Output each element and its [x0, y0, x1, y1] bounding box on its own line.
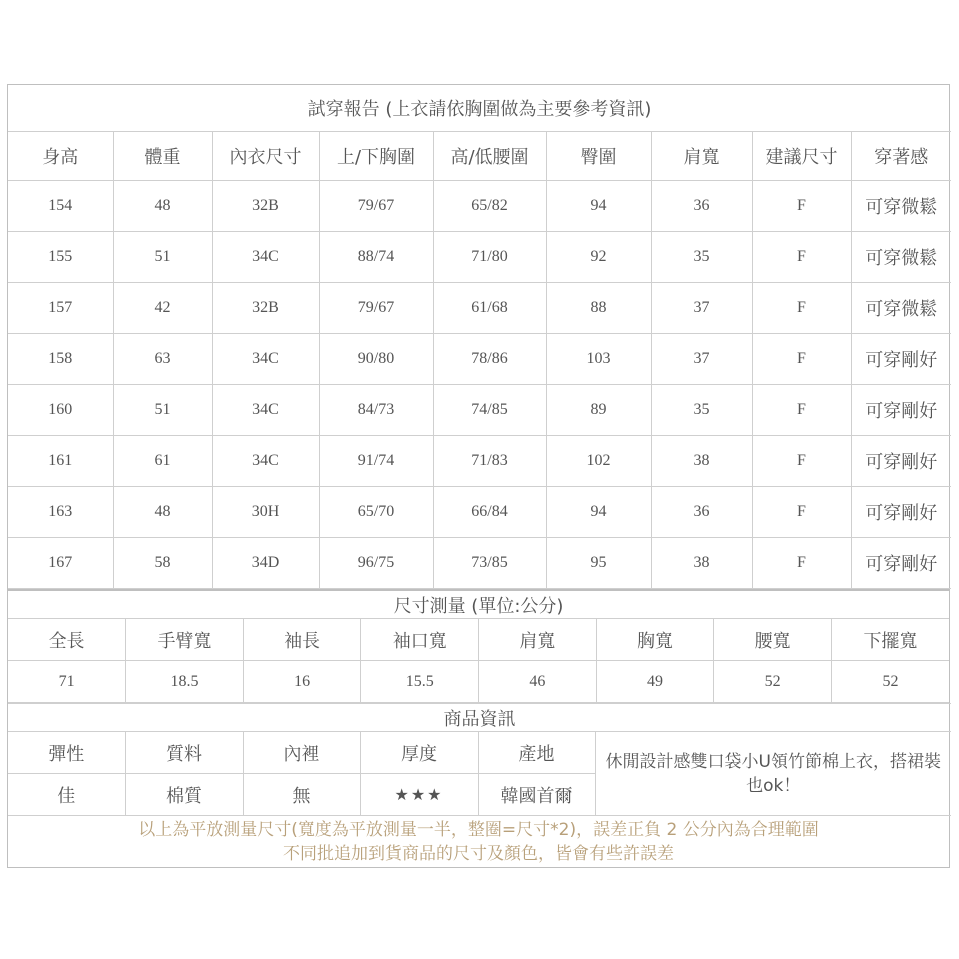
size-header-cell: 下擺寬 [831, 619, 949, 661]
product-header-cell: 內裡 [243, 732, 360, 774]
product-value-cell: 韓國首爾 [478, 774, 595, 816]
size-value-cell: 52 [831, 661, 949, 703]
trial-cell: F [752, 385, 851, 436]
trial-cell: 37 [651, 283, 752, 334]
trial-cell: 157 [8, 283, 113, 334]
trial-cell: 48 [113, 487, 212, 538]
trial-cell: 79/67 [319, 283, 433, 334]
trial-cell: 35 [651, 385, 752, 436]
product-info-title: 商品資訊 [8, 704, 951, 732]
product-header-cell: 產地 [478, 732, 595, 774]
trial-cell: 58 [113, 538, 212, 589]
measurement-note-line-1: 以上為平放測量尺寸(寬度為平放測量一半，整圈=尺寸*2)，誤差正負 2 公分內為合理範圍 [138, 820, 819, 840]
trial-cell: 36 [651, 487, 752, 538]
trial-cell: 94 [546, 181, 651, 232]
trial-cell: 61 [113, 436, 212, 487]
trial-header-cell: 穿著感 [851, 132, 951, 181]
size-chart-sheet [7, 84, 950, 868]
trial-header-cell: 高/低腰圍 [433, 132, 546, 181]
size-measurement-table [8, 589, 949, 703]
trial-cell: 88 [546, 283, 651, 334]
trial-cell: F [752, 283, 851, 334]
size-header-cell: 全長 [8, 619, 126, 661]
trial-cell: 36 [651, 181, 752, 232]
trial-cell: 可穿剛好 [851, 538, 951, 589]
product-description: 休閒設計感雙口袋小U領竹節棉上衣，搭裙裝也ok！ [595, 732, 951, 816]
trial-cell: 61/68 [433, 283, 546, 334]
trial-header-cell: 上/下胸圍 [319, 132, 433, 181]
trial-header-cell: 臀圍 [546, 132, 651, 181]
trial-cell: 94 [546, 487, 651, 538]
trial-header-cell: 建議尺寸 [752, 132, 851, 181]
trial-cell: 可穿微鬆 [851, 232, 951, 283]
size-header-cell: 袖口寬 [361, 619, 479, 661]
trial-cell: 可穿微鬆 [851, 283, 951, 334]
trial-row [8, 385, 951, 436]
trial-row [8, 487, 951, 538]
trial-cell: 30H [212, 487, 319, 538]
trial-cell: 160 [8, 385, 113, 436]
trial-cell: F [752, 538, 851, 589]
trial-cell: 32B [212, 283, 319, 334]
trial-cell: 155 [8, 232, 113, 283]
product-value-cell: 棉質 [125, 774, 243, 816]
trial-row [8, 232, 951, 283]
trial-cell: 可穿剛好 [851, 436, 951, 487]
trial-cell: 34D [212, 538, 319, 589]
trial-cell: 84/73 [319, 385, 433, 436]
trial-cell: 34C [212, 232, 319, 283]
size-value-cell: 16 [243, 661, 361, 703]
product-value-cell: 無 [243, 774, 360, 816]
size-measurement-title: 尺寸測量 (單位:公分) [8, 590, 949, 619]
trial-cell: 65/82 [433, 181, 546, 232]
trial-cell: 42 [113, 283, 212, 334]
trial-row [8, 436, 951, 487]
trial-cell: 96/75 [319, 538, 433, 589]
trial-header-cell: 體重 [113, 132, 212, 181]
size-value-cell: 15.5 [361, 661, 479, 703]
trial-cell: 89 [546, 385, 651, 436]
measurement-notes [8, 816, 949, 866]
trial-row [8, 538, 951, 589]
size-value-cell: 49 [596, 661, 714, 703]
trial-cell: 63 [113, 334, 212, 385]
trial-cell: 95 [546, 538, 651, 589]
trial-cell: 158 [8, 334, 113, 385]
trial-cell: 51 [113, 232, 212, 283]
trial-cell: 34C [212, 334, 319, 385]
trial-cell: 32B [212, 181, 319, 232]
trial-cell: 34C [212, 385, 319, 436]
trial-cell: 154 [8, 181, 113, 232]
trial-cell: 163 [8, 487, 113, 538]
trial-cell: 可穿剛好 [851, 385, 951, 436]
trial-cell: 38 [651, 436, 752, 487]
trial-cell: 103 [546, 334, 651, 385]
trial-cell: 92 [546, 232, 651, 283]
product-header-cell: 彈性 [8, 732, 125, 774]
size-value-cell: 52 [714, 661, 832, 703]
trial-cell: 34C [212, 436, 319, 487]
trial-cell: 可穿剛好 [851, 334, 951, 385]
trial-cell: 38 [651, 538, 752, 589]
trial-cell: 37 [651, 334, 752, 385]
trial-cell: F [752, 487, 851, 538]
size-value-cell: 46 [479, 661, 597, 703]
trial-cell: 88/74 [319, 232, 433, 283]
trial-cell: 48 [113, 181, 212, 232]
trial-cell: 79/67 [319, 181, 433, 232]
trial-header-cell: 肩寬 [651, 132, 752, 181]
trial-cell: 73/85 [433, 538, 546, 589]
trial-row [8, 181, 951, 232]
trial-cell: 66/84 [433, 487, 546, 538]
trial-header-cell: 身高 [8, 132, 113, 181]
trial-cell: 91/74 [319, 436, 433, 487]
trial-cell: 35 [651, 232, 752, 283]
trial-header-cell: 內衣尺寸 [212, 132, 319, 181]
trial-cell: F [752, 334, 851, 385]
size-header-cell: 腰寬 [714, 619, 832, 661]
thickness-rating-stars: ★★★ [360, 774, 478, 816]
measurement-note-line-2: 不同批追加到貨商品的尺寸及顏色，皆會有些許誤差 [283, 844, 674, 864]
product-value-cell: 佳 [8, 774, 125, 816]
trial-cell: 161 [8, 436, 113, 487]
trial-cell: 71/83 [433, 436, 546, 487]
trial-cell: 74/85 [433, 385, 546, 436]
size-header-cell: 手臂寬 [126, 619, 244, 661]
trial-cell: 167 [8, 538, 113, 589]
size-header-cell: 袖長 [243, 619, 361, 661]
trial-cell: F [752, 232, 851, 283]
product-header-cell: 質料 [125, 732, 243, 774]
size-value-cell: 18.5 [126, 661, 244, 703]
size-header-cell: 肩寬 [479, 619, 597, 661]
trial-report-table [8, 85, 951, 589]
trial-report-title: 試穿報告 (上衣請依胸圍做為主要參考資訊) [8, 85, 951, 132]
trial-cell: 可穿微鬆 [851, 181, 951, 232]
size-value-cell: 71 [8, 661, 126, 703]
trial-cell: 78/86 [433, 334, 546, 385]
trial-row [8, 334, 951, 385]
product-info-table [8, 703, 951, 816]
trial-cell: 65/70 [319, 487, 433, 538]
trial-cell: F [752, 181, 851, 232]
product-header-cell: 厚度 [360, 732, 478, 774]
trial-cell: 可穿剛好 [851, 487, 951, 538]
trial-cell: F [752, 436, 851, 487]
trial-cell: 90/80 [319, 334, 433, 385]
trial-cell: 71/80 [433, 232, 546, 283]
trial-cell: 102 [546, 436, 651, 487]
size-header-cell: 胸寬 [596, 619, 714, 661]
trial-cell: 51 [113, 385, 212, 436]
trial-row [8, 283, 951, 334]
